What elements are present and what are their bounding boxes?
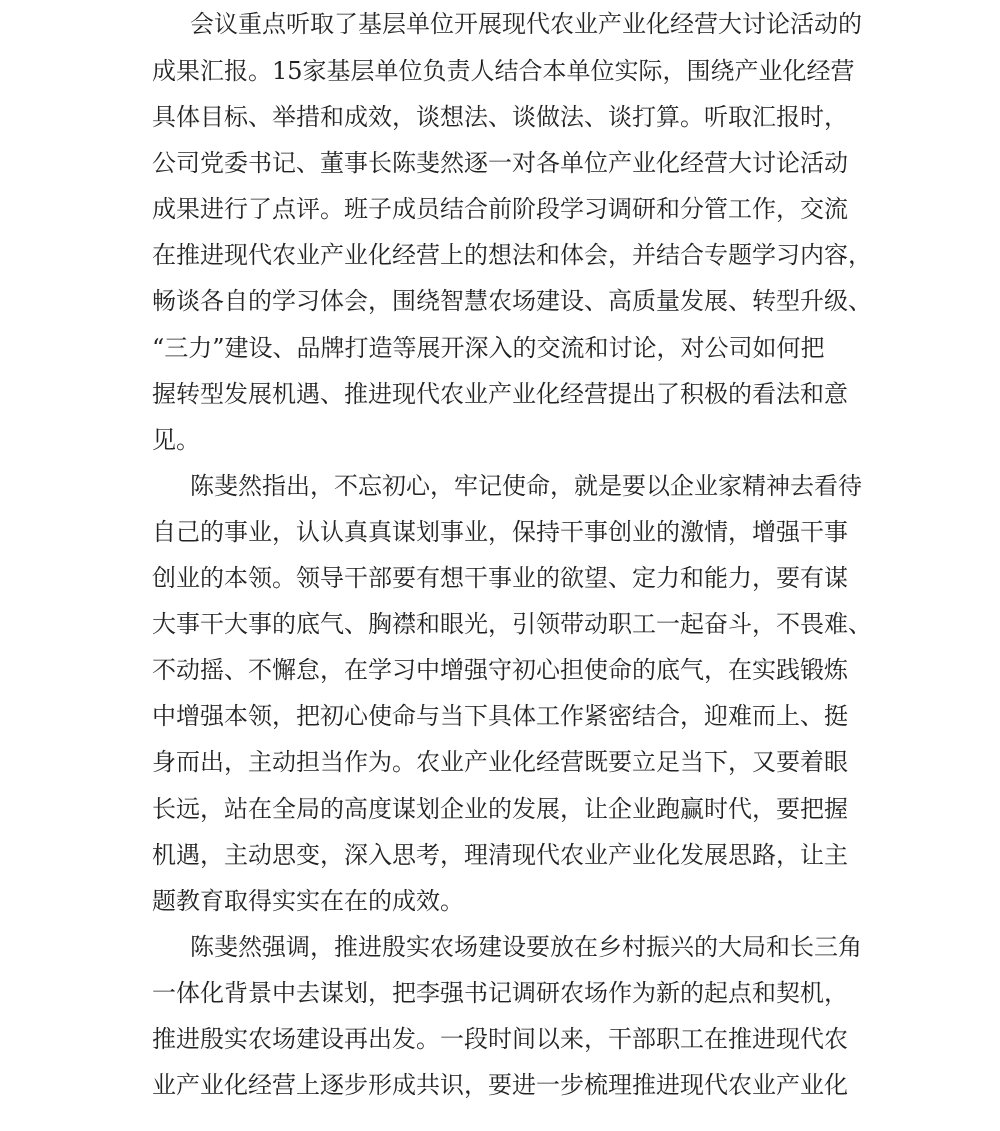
text-line: 畅谈各自的学习体会，围绕智慧农场建设、高质量发展、转型升级、 bbox=[152, 287, 872, 316]
text-line: 陈斐然强调，推进殷实农场建设要放在乡村振兴的大局和长三角 bbox=[190, 932, 862, 961]
document-body bbox=[152, 0, 872, 1108]
text-line: 自己的事业，认认真真谋划事业，保持干事创业的激情，增强干事 bbox=[152, 517, 848, 546]
text-line: 题教育取得实实在在的成效。 bbox=[152, 886, 464, 915]
text-line: 不动摇、不懈怠，在学习中增强守初心担使命的底气，在实践锻炼 bbox=[152, 656, 848, 685]
text-line: 机遇，主动思变，深入思考，理清现代农业产业化发展思路，让主 bbox=[152, 840, 848, 869]
text-line: 具体目标、举措和成效，谈想法、谈做法、谈打算。听取汇报时， bbox=[152, 103, 848, 132]
text-line: 创业的本领。领导干部要有想干事业的欲望、定力和能力，要有谋 bbox=[152, 564, 848, 593]
text-line: 大事干大事的底气、胸襟和眼光，引领带动职工一起奋斗，不畏难、 bbox=[152, 610, 872, 639]
text-line: 握转型发展机遇、推进现代农业产业化经营提出了积极的看法和意 bbox=[152, 379, 848, 408]
text-line: 身而出，主动担当作为。农业产业化经营既要立足当下，又要着眼 bbox=[152, 748, 848, 777]
text-line: 会议重点听取了基层单位开展现代农业产业化经营大讨论活动的 bbox=[190, 10, 862, 38]
text-line: 陈斐然指出，不忘初心，牢记使命，就是要以企业家精神去看待 bbox=[190, 471, 862, 500]
text-line: 成果汇报。15家基层单位负责人结合本单位实际，围绕产业化经营 bbox=[152, 57, 855, 85]
text-line: 长远，站在全局的高度谋划企业的发展，让企业跑赢时代，要把握 bbox=[152, 794, 848, 823]
text-line: “三力”建设、品牌打造等展开深入的交流和讨论，对公司如何把 bbox=[152, 333, 825, 362]
text-line: 推进殷实农场建设再出发。一段时间以来，干部职工在推进现代农 bbox=[152, 1024, 848, 1053]
text-line: 一体化背景中去谋划，把李强书记调研农场作为新的起点和契机， bbox=[152, 978, 848, 1007]
text-line: 见。 bbox=[152, 425, 200, 454]
text-line: 公司党委书记、董事长陈斐然逐一对各单位产业化经营大讨论活动 bbox=[152, 149, 848, 178]
text-line: 业产业化经营上逐步形成共识，要进一步梳理推进现代农业产业化 bbox=[152, 1071, 848, 1100]
text-line: 中增强本领，把初心使命与当下具体工作紧密结合，迎难而上、挺 bbox=[152, 702, 848, 731]
text-line: 在推进现代农业产业化经营上的想法和体会，并结合专题学习内容， bbox=[152, 241, 872, 270]
text-line: 成果进行了点评。班子成员结合前阶段学习调研和分管工作，交流 bbox=[152, 195, 848, 224]
